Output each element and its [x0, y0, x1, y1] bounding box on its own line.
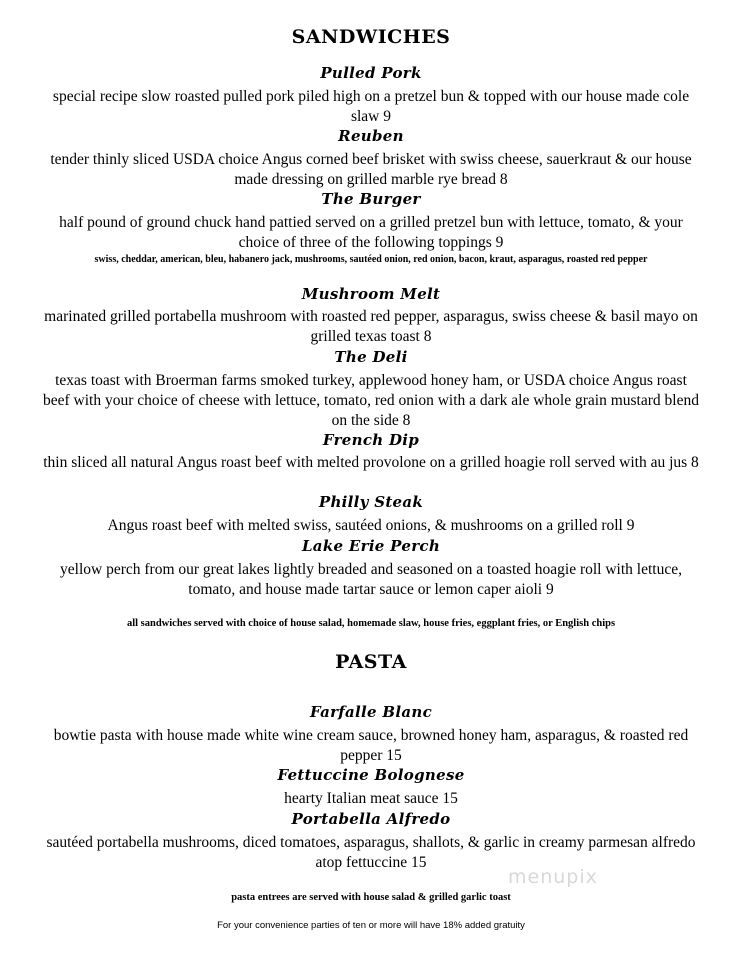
- watermark: menupix: [508, 866, 598, 888]
- sandwiches-heading: SANDWICHES: [291, 26, 451, 48]
- item-name-reuben: Reuben: [338, 127, 404, 145]
- item-name-pulled-pork: Pulled Pork: [320, 64, 422, 82]
- item-desc-lake-erie-perch: yellow perch from our great lakes lightly breaded and seasoned on a toasted hoagie roll with lettuce, tomato, and house made tartar sauce or lemon caper aioli 9: [60, 561, 682, 598]
- item-desc-the-deli: texas toast with Broerman farms smoked turkey, applewood honey ham, or USDA choice Angus roast beef with your choice of cheese with lettuce, tomato, red onion with a dark ale whole grain mustard blend on the side 8: [43, 372, 699, 429]
- item-desc-fettuccine-bolognese: hearty Italian meat sauce 15: [284, 790, 458, 807]
- item-name-lake-erie-perch: Lake Erie Perch: [301, 537, 441, 555]
- gratuity-note: For your convenience parties of ten or more will have 18% added gratuity: [217, 920, 525, 931]
- item-name-the-burger: The Burger: [321, 190, 421, 208]
- burger-toppings-list: swiss, cheddar, american, bleu, habanero jack, mushrooms, sautéed onion, red onion, bacon, kraut, asparagus, roasted red pepper: [94, 254, 648, 265]
- item-name-philly-steak: Philly Steak: [318, 493, 424, 511]
- sandwiches-sides-note: all sandwiches served with choice of house salad, homemade slaw, house fries, eggplant fries, or English chips: [126, 618, 616, 629]
- item-desc-philly-steak: Angus roast beef with melted swiss, sautéed onions, & mushrooms on a grilled roll 9: [107, 517, 635, 534]
- item-name-french-dip: French Dip: [322, 431, 420, 449]
- item-desc-french-dip: thin sliced all natural Angus roast beef with melted provolone on a grilled hoagie roll served with au jus 8: [43, 454, 699, 471]
- item-desc-reuben: tender thinly sliced USDA choice Angus corned beef brisket with swiss cheese, sauerkraut & our house made dressing on grilled marble rye bread 8: [50, 151, 692, 188]
- item-name-farfalle-blanc: Farfalle Blanc: [309, 703, 433, 721]
- item-name-fettuccine-bolognese: Fettuccine Bolognese: [277, 766, 465, 784]
- item-desc-mushroom-melt: marinated grilled portabella mushroom with roasted red pepper, asparagus, swiss cheese & basil mayo on grilled texas toast 8: [44, 308, 698, 345]
- pasta-heading: PASTA: [335, 651, 407, 673]
- item-name-mushroom-melt: Mushroom Melt: [301, 285, 441, 303]
- item-name-the-deli: The Deli: [334, 348, 408, 366]
- item-desc-portabella-alfredo: sautéed portabella mushrooms, diced tomatoes, asparagus, shallots, & garlic in creamy parmesan alfredo atop fettuccine 15: [46, 834, 696, 871]
- item-desc-farfalle-blanc: bowtie pasta with house made white wine cream sauce, browned honey ham, asparagus, & roasted red pepper 15: [53, 727, 689, 764]
- item-desc-the-burger: half pound of ground chuck hand pattied served on a grilled pretzel bun with lettuce, tomato, & your choice of three of the following toppings 9: [59, 214, 683, 251]
- pasta-sides-note: pasta entrees are served with house salad & grilled garlic toast: [231, 892, 511, 903]
- item-name-portabella-alfredo: Portabella Alfredo: [291, 810, 451, 828]
- item-desc-pulled-pork: special recipe slow roasted pulled pork piled high on a pretzel bun & topped with our house made cole slaw 9: [52, 88, 690, 125]
